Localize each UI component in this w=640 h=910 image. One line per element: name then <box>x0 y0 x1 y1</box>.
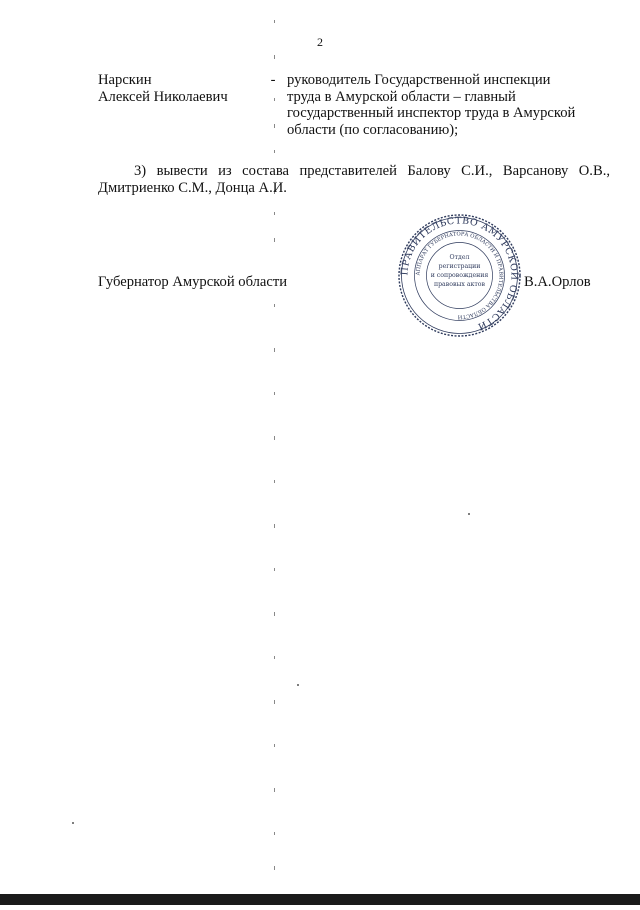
svg-text:правовых актов: правовых актов <box>433 281 486 288</box>
member-description-line: области (по согласованию); <box>287 121 459 138</box>
scan-speck <box>468 513 470 515</box>
member-name <box>98 72 268 105</box>
signature-name: В.А.Орлов <box>524 274 591 290</box>
svg-text:Отдел: Отдел <box>449 254 470 261</box>
scan-speck <box>72 822 74 824</box>
scan-speck <box>297 684 299 686</box>
svg-text:ПРАВИТЕЛЬСТВО АМУРСКОЙ ОБЛАСТИ: ПРАВИТЕЛЬСТВО АМУРСКОЙ ОБЛАСТИ <box>399 215 520 333</box>
member-description <box>287 72 610 138</box>
paragraph-3: 3) вывести из состава представителей Балову С.И., Варсанову О.В., Дмитриенко С.М., Донца А.И. <box>98 163 610 196</box>
svg-text:и сопровождения: и сопровождения <box>430 272 489 279</box>
svg-text:АППАРАТ ГУБЕРНАТОРА ОБЛАСТИ И: АППАРАТ ГУБЕРНАТОРА ОБЛАСТИ И ПРАВИТЕЛЬСТВА ОБЛАСТИ <box>415 231 504 320</box>
stamp-seal-graphic <box>397 213 522 338</box>
member-given-names: Алексей Николаевич <box>98 88 228 105</box>
member-description-line: труда в Амурской области – главный <box>287 88 516 105</box>
member-description-line: государственный инспектор труда в Амурской <box>287 105 576 121</box>
member-surname: Нарскин <box>98 72 152 88</box>
svg-text:регистрации: регистрации <box>438 263 481 270</box>
signature-title: Губернатор Амурской области <box>98 274 288 290</box>
official-stamp <box>397 213 522 338</box>
page-number: 2 <box>317 35 323 49</box>
fold-line <box>273 0 277 905</box>
member-dash: - <box>270 72 276 88</box>
scan-bottom-edge <box>0 894 640 905</box>
member-description-line: руководитель Государственной инспекции <box>287 72 551 88</box>
